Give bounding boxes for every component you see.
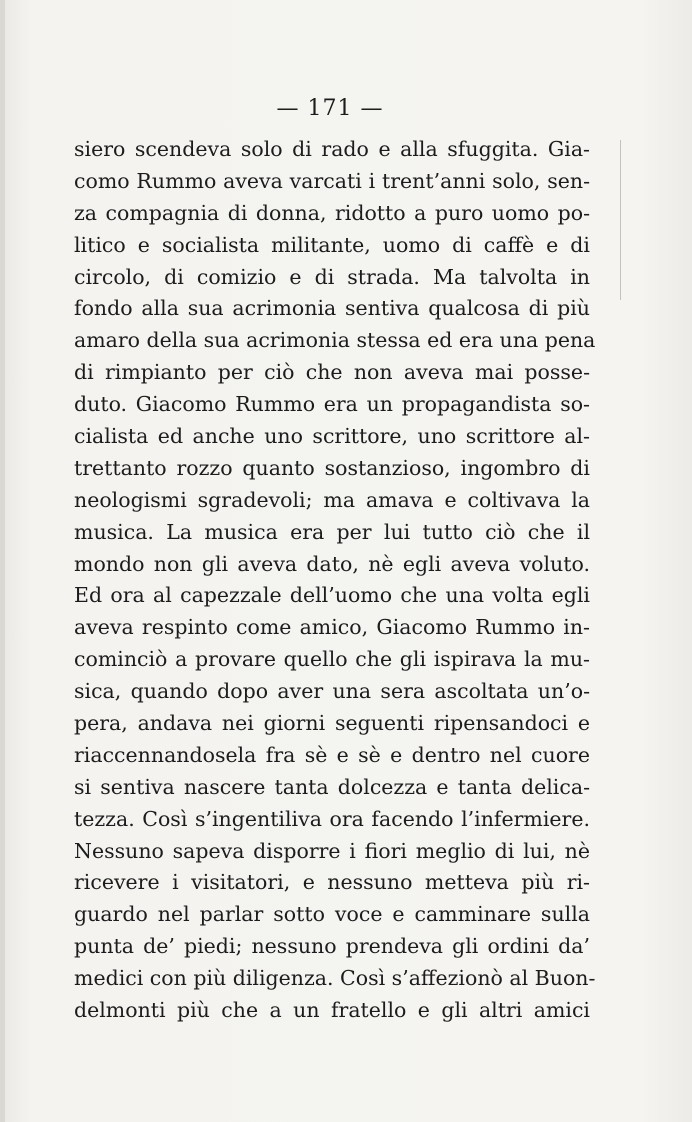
text-line: neologismi sgradevoli; ma amava e coltivava la bbox=[74, 487, 590, 512]
text-line: siero scendeva solo di rado e alla sfuggita. Gia- bbox=[74, 137, 590, 161]
text-line: circolo, di comizio e di strada. Ma talvolta in bbox=[74, 264, 590, 289]
text-line: Nessuno sapeva disporre i fiori meglio di lui, nè bbox=[74, 838, 590, 863]
text-line: delmonti più che a un fratello e gli altri amici bbox=[74, 998, 590, 1023]
text-line: como Rummo aveva varcati i trent’anni solo, sen- bbox=[74, 168, 590, 193]
text-line: di rimpianto per ciò che non aveva mai posse- bbox=[74, 360, 590, 385]
text-line: cialista ed anche uno scrittore, uno scrittore al- bbox=[74, 424, 590, 449]
page-number: — 171 — bbox=[276, 96, 384, 121]
text-line: litico e socialista militante, uomo di caffè e di bbox=[74, 232, 590, 257]
text-line: musica. La musica era per lui tutto ciò che il bbox=[74, 519, 590, 544]
text-line: medici con più diligenza. Così s’affezionò al Buon- bbox=[74, 966, 596, 991]
text-line: ricevere i visitatori, e nessuno metteva più ri- bbox=[74, 870, 590, 895]
body-text bbox=[74, 134, 596, 1027]
text-line: pera, andava nei giorni seguenti ripensandoci e bbox=[74, 711, 590, 736]
text-line: tezza. Così s’ingentiliva ora facendo l’infermiere. bbox=[74, 806, 590, 831]
page-edge-shadow bbox=[0, 0, 5, 1122]
text-line: si sentiva nascere tanta dolcezza e tanta delica- bbox=[74, 774, 590, 799]
text-line: mondo non gli aveva dato, nè egli aveva voluto. bbox=[74, 551, 590, 576]
text-line: riaccennandosela fra sè e sè e dentro nel cuore bbox=[74, 742, 590, 767]
text-line: aveva respinto come amico, Giacomo Rummo in- bbox=[74, 615, 590, 640]
text-line: guardo nel parlar sotto voce e camminare sulla bbox=[74, 902, 590, 927]
text-line: punta de’ piedi; nessuno prendeva gli ordini da’ bbox=[74, 934, 590, 959]
text-line: cominciò a provare quello che gli ispirava la mu- bbox=[74, 647, 590, 672]
text-line: amaro della sua acrimonia stessa ed era una pena bbox=[74, 328, 596, 353]
text-line: trettanto rozzo quanto sostanzioso, ingombro di bbox=[74, 455, 590, 480]
text-line: fondo alla sua acrimonia sentiva qualcosa di più bbox=[74, 296, 590, 321]
text-line: sica, quando dopo aver una sera ascoltata un’o- bbox=[74, 679, 590, 704]
text-line: za compagnia di donna, ridotto a puro uomo po- bbox=[74, 200, 590, 225]
text-line: Ed ora al capezzale dell’uomo che una volta egli bbox=[74, 583, 590, 608]
text-line: duto. Giacomo Rummo era un propagandista so- bbox=[74, 392, 590, 417]
margin-pencil-mark bbox=[606, 140, 621, 300]
